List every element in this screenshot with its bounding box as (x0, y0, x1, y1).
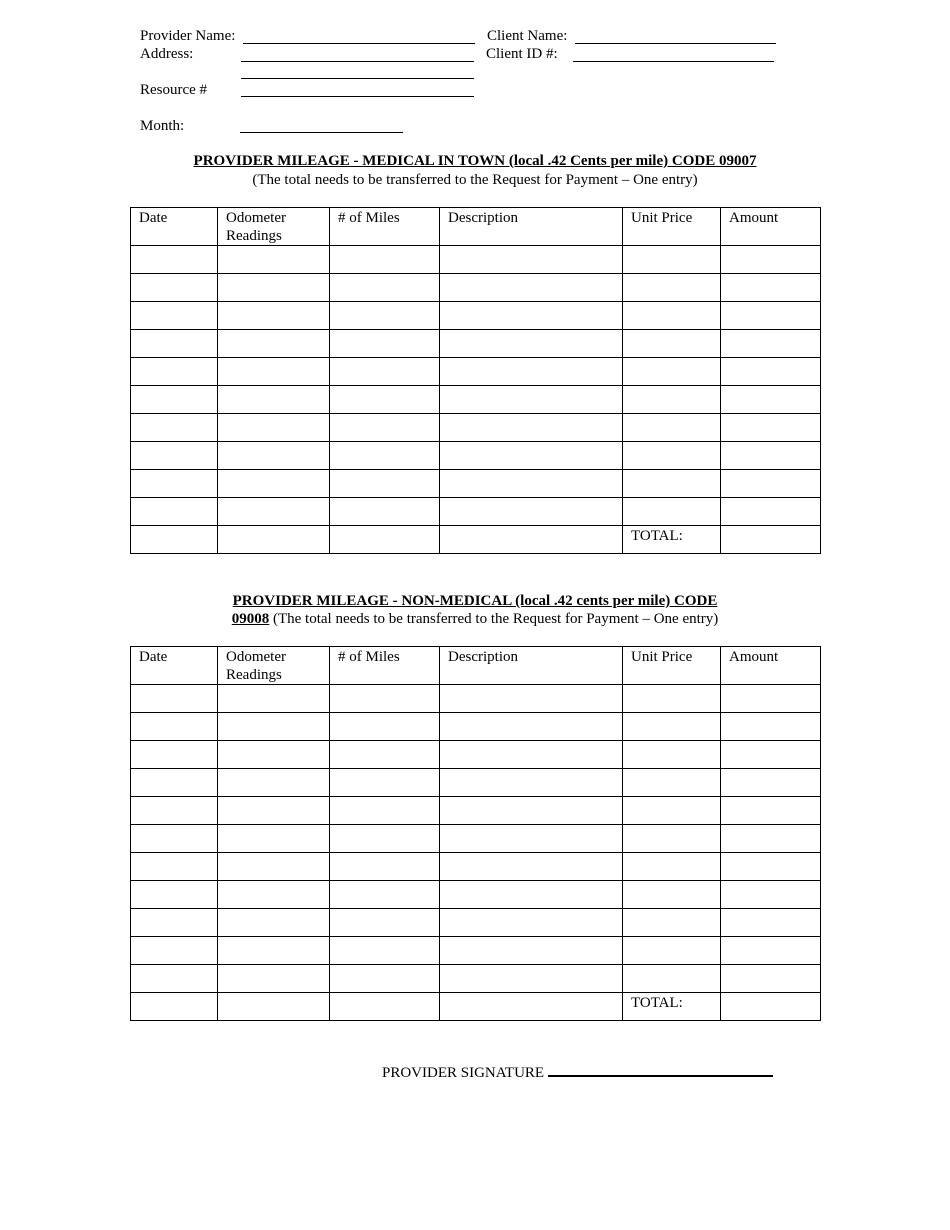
table-cell[interactable] (330, 330, 440, 358)
col-miles: # of Miles (330, 208, 440, 246)
table-cell[interactable] (330, 498, 440, 526)
table-header-row (131, 208, 821, 246)
table-cell[interactable] (721, 386, 821, 414)
table-cell[interactable] (131, 881, 218, 909)
table-cell[interactable] (721, 330, 821, 358)
table-cell[interactable] (330, 386, 440, 414)
table-cell[interactable] (623, 909, 721, 937)
table-cell[interactable] (131, 386, 218, 414)
table-cell[interactable] (440, 825, 623, 853)
table-cell[interactable] (721, 713, 821, 741)
section2-note-line (0, 611, 950, 628)
table-row (131, 358, 821, 386)
section2-title-text: PROVIDER MILEAGE - NON-MEDICAL (local .42 cents per mile) CODE (232, 593, 718, 609)
table-cell[interactable] (131, 797, 218, 825)
section2-code: 09008 (231, 611, 270, 627)
table-cell[interactable] (131, 993, 218, 1021)
table-row (131, 853, 821, 881)
table-row (131, 302, 821, 330)
table-cell[interactable] (721, 769, 821, 797)
table-cell[interactable] (440, 246, 623, 274)
table-cell[interactable] (440, 741, 623, 769)
table-cell[interactable] (721, 358, 821, 386)
table-cell[interactable] (721, 741, 821, 769)
table-cell[interactable] (131, 909, 218, 937)
provider-name-field[interactable] (243, 43, 475, 44)
section1-note: (The total needs to be transferred to the Request for Payment – One entry) (252, 172, 698, 188)
table-cell[interactable] (440, 414, 623, 442)
table-cell[interactable] (131, 442, 218, 470)
table-row (131, 769, 821, 797)
total-amount-cell[interactable] (721, 526, 821, 554)
table-cell[interactable] (721, 881, 821, 909)
table-cell[interactable] (131, 937, 218, 965)
month-label: Month: (140, 118, 185, 134)
address-label: Address: (140, 46, 194, 62)
col-description: Description (440, 208, 623, 246)
table-cell[interactable] (330, 470, 440, 498)
table-cell[interactable] (440, 937, 623, 965)
table-cell[interactable] (623, 470, 721, 498)
provider-signature (382, 1061, 773, 1082)
table-cell[interactable] (623, 246, 721, 274)
table-cell[interactable] (218, 442, 330, 470)
table-cell[interactable] (721, 797, 821, 825)
table-cell[interactable] (440, 797, 623, 825)
table-cell[interactable] (330, 937, 440, 965)
table-cell[interactable] (440, 358, 623, 386)
table-row (131, 330, 821, 358)
client-id-field[interactable] (573, 61, 774, 62)
table-cell[interactable] (131, 713, 218, 741)
table-cell[interactable] (330, 246, 440, 274)
table-cell[interactable] (721, 909, 821, 937)
table-cell[interactable] (440, 881, 623, 909)
table-cell[interactable] (440, 386, 623, 414)
table-cell[interactable] (218, 769, 330, 797)
col-unit-price: Unit Price (623, 647, 721, 685)
table-row (131, 713, 821, 741)
table-cell[interactable] (218, 965, 330, 993)
table-cell[interactable] (623, 825, 721, 853)
table-row (131, 246, 821, 274)
table-cell[interactable] (440, 713, 623, 741)
table-row (131, 825, 821, 853)
table-cell[interactable] (623, 937, 721, 965)
table-cell[interactable] (623, 386, 721, 414)
table-cell[interactable] (623, 797, 721, 825)
table-cell[interactable] (330, 274, 440, 302)
table-cell[interactable] (131, 965, 218, 993)
table-cell[interactable] (131, 302, 218, 330)
table-cell[interactable] (218, 797, 330, 825)
table-cell[interactable] (131, 330, 218, 358)
table-cell[interactable] (721, 825, 821, 853)
table-row (131, 386, 821, 414)
table-cell[interactable] (330, 769, 440, 797)
table-cell[interactable] (131, 414, 218, 442)
table-cell[interactable] (440, 685, 623, 713)
provider-name-label: Provider Name: (140, 28, 236, 44)
table-cell[interactable] (218, 993, 330, 1021)
table-row (131, 685, 821, 713)
table-cell[interactable] (218, 881, 330, 909)
table-row (131, 414, 821, 442)
table-cell[interactable] (623, 769, 721, 797)
resource-label: Resource # (140, 82, 208, 98)
table-cell[interactable] (131, 853, 218, 881)
table-cell[interactable] (623, 442, 721, 470)
total-amount-cell[interactable] (721, 993, 821, 1021)
table-cell[interactable] (440, 330, 623, 358)
table-cell[interactable] (330, 685, 440, 713)
client-id-label: Client ID #: (486, 46, 558, 62)
col-unit-price: Unit Price (623, 208, 721, 246)
table-cell[interactable] (330, 358, 440, 386)
col-date: Date (131, 208, 218, 246)
section2-title (0, 593, 950, 610)
table-cell[interactable] (218, 909, 330, 937)
table-cell[interactable] (721, 470, 821, 498)
address-field-line-1[interactable] (241, 61, 474, 62)
table-cell[interactable] (218, 685, 330, 713)
table-cell[interactable] (330, 993, 440, 1021)
table-cell[interactable] (721, 498, 821, 526)
table-cell[interactable] (623, 330, 721, 358)
section1-title-text: PROVIDER MILEAGE - MEDICAL IN TOWN (local .42 Cents per mile) CODE 09007 (193, 153, 757, 169)
table-cell[interactable] (131, 685, 218, 713)
col-amount: Amount (721, 208, 821, 246)
table-cell[interactable] (721, 937, 821, 965)
table-cell[interactable] (131, 498, 218, 526)
table-cell[interactable] (721, 302, 821, 330)
col-amount: Amount (721, 647, 821, 685)
table-row (131, 741, 821, 769)
table-cell[interactable] (440, 274, 623, 302)
table-cell[interactable] (623, 498, 721, 526)
month-field[interactable] (240, 132, 403, 133)
signature-label: PROVIDER SIGNATURE (382, 1065, 545, 1081)
col-miles: # of Miles (330, 647, 440, 685)
table-cell[interactable] (218, 330, 330, 358)
table-cell[interactable] (131, 470, 218, 498)
table-cell[interactable] (330, 713, 440, 741)
table-cell[interactable] (218, 274, 330, 302)
total-row (131, 526, 821, 554)
table-cell[interactable] (330, 741, 440, 769)
table-cell[interactable] (721, 685, 821, 713)
table-cell[interactable] (330, 526, 440, 554)
table-header-row (131, 647, 821, 685)
table-cell[interactable] (330, 302, 440, 330)
table-cell[interactable] (440, 769, 623, 797)
table-row (131, 442, 821, 470)
table-cell[interactable] (721, 246, 821, 274)
table-cell[interactable] (623, 881, 721, 909)
signature-field[interactable] (548, 1061, 773, 1077)
table-cell[interactable] (330, 797, 440, 825)
non-medical-mileage-table (130, 646, 821, 1021)
total-row (131, 993, 821, 1021)
table-cell[interactable] (721, 274, 821, 302)
table-cell[interactable] (440, 302, 623, 330)
table-row (131, 909, 821, 937)
table-cell[interactable] (721, 853, 821, 881)
table-cell[interactable] (721, 965, 821, 993)
table-row (131, 881, 821, 909)
table-cell[interactable] (131, 526, 218, 554)
table-cell[interactable] (623, 713, 721, 741)
table-cell[interactable] (218, 246, 330, 274)
table-cell[interactable] (218, 302, 330, 330)
table-cell[interactable] (131, 246, 218, 274)
table-cell[interactable] (330, 442, 440, 470)
table-cell[interactable] (218, 713, 330, 741)
table-cell[interactable] (623, 965, 721, 993)
table-cell[interactable] (623, 302, 721, 330)
table-cell[interactable] (218, 358, 330, 386)
table-row (131, 470, 821, 498)
total-label: TOTAL: (623, 526, 721, 554)
col-date: Date (131, 647, 218, 685)
total-label: TOTAL: (623, 993, 721, 1021)
table-cell[interactable] (440, 498, 623, 526)
table-cell[interactable] (440, 965, 623, 993)
col-description: Description (440, 647, 623, 685)
table-cell[interactable] (330, 853, 440, 881)
medical-mileage-table (130, 207, 821, 554)
table-cell[interactable] (623, 741, 721, 769)
table-cell[interactable] (623, 414, 721, 442)
table-cell[interactable] (131, 741, 218, 769)
table-cell[interactable] (440, 993, 623, 1021)
table-cell[interactable] (623, 685, 721, 713)
table-cell[interactable] (218, 470, 330, 498)
table-cell[interactable] (330, 825, 440, 853)
table-cell[interactable] (440, 526, 623, 554)
col-odometer: Odometer Readings (218, 647, 330, 685)
table-cell[interactable] (131, 825, 218, 853)
table-cell[interactable] (218, 414, 330, 442)
table-cell[interactable] (440, 470, 623, 498)
resource-field[interactable] (241, 96, 474, 97)
table-cell[interactable] (721, 442, 821, 470)
table-cell[interactable] (440, 853, 623, 881)
table-row (131, 937, 821, 965)
table-cell[interactable] (218, 825, 330, 853)
table-cell[interactable] (330, 881, 440, 909)
table-cell[interactable] (721, 414, 821, 442)
table-cell[interactable] (131, 274, 218, 302)
table-row (131, 797, 821, 825)
table-cell[interactable] (330, 909, 440, 937)
table-cell[interactable] (131, 358, 218, 386)
table-row (131, 965, 821, 993)
address-field-line-2[interactable] (241, 78, 474, 79)
section2-note: (The total needs to be transferred to the Request for Payment – One entry) (269, 611, 719, 627)
table-cell[interactable] (131, 769, 218, 797)
table-cell[interactable] (218, 853, 330, 881)
table-cell[interactable] (218, 937, 330, 965)
table-row (131, 274, 821, 302)
table-cell[interactable] (218, 498, 330, 526)
table-cell[interactable] (218, 386, 330, 414)
client-name-label: Client Name: (487, 28, 568, 44)
client-name-field[interactable] (575, 43, 776, 44)
table-cell[interactable] (218, 741, 330, 769)
table-cell[interactable] (623, 274, 721, 302)
col-odometer: Odometer Readings (218, 208, 330, 246)
table-cell[interactable] (440, 909, 623, 937)
table-cell[interactable] (623, 358, 721, 386)
table-cell[interactable] (330, 965, 440, 993)
table-cell[interactable] (440, 442, 623, 470)
section1-title (0, 153, 950, 170)
table-cell[interactable] (623, 853, 721, 881)
table-row (131, 498, 821, 526)
table-cell[interactable] (218, 526, 330, 554)
table-cell[interactable] (330, 414, 440, 442)
